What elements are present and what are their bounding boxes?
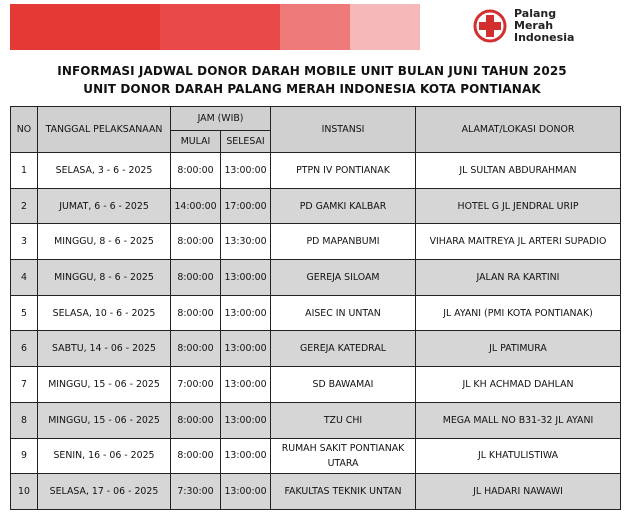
cell-start: 8:00:00 <box>171 224 221 260</box>
pmi-logo <box>470 6 574 46</box>
cell-location: HOTEL G JL JENDRAL URIP <box>416 188 621 224</box>
cell-no: 9 <box>11 438 38 474</box>
cell-start: 8:00:00 <box>171 438 221 474</box>
red-cross-icon <box>470 6 510 46</box>
cell-end: 13:00:00 <box>221 367 271 403</box>
cell-no: 2 <box>11 188 38 224</box>
cell-no: 10 <box>11 474 38 510</box>
schedule-table <box>10 106 621 510</box>
band-segment <box>10 4 160 50</box>
col-header-institution: INSTANSI <box>271 107 416 153</box>
cell-date: MINGGU, 15 - 06 - 2025 <box>38 367 171 403</box>
cell-end: 13:00:00 <box>221 331 271 367</box>
cell-no: 8 <box>11 402 38 438</box>
cell-start: 8:00:00 <box>171 260 221 296</box>
band-segment <box>160 4 280 50</box>
cell-start: 8:00:00 <box>171 331 221 367</box>
cell-location: MEGA MALL NO B31-32 JL AYANI <box>416 402 621 438</box>
cell-location: JL KHATULISTIWA <box>416 438 621 474</box>
table-row <box>11 295 621 331</box>
cell-institution: PD MAPANBUMI <box>271 224 416 260</box>
table-row <box>11 438 621 474</box>
table-row <box>11 331 621 367</box>
table-row <box>11 367 621 403</box>
logo-line-1: Palang <box>514 7 557 20</box>
cell-no: 3 <box>11 224 38 260</box>
cell-end: 13:00:00 <box>221 260 271 296</box>
cell-location: JALAN RA KARTINI <box>416 260 621 296</box>
cell-institution: GEREJA KATEDRAL <box>271 331 416 367</box>
page-title <box>0 62 624 98</box>
cell-no: 4 <box>11 260 38 296</box>
cell-institution: PD GAMKI KALBAR <box>271 188 416 224</box>
cell-institution: TZU CHI <box>271 402 416 438</box>
cell-location: JL SULTAN ABDURAHMAN <box>416 153 621 189</box>
cell-date: SELASA, 17 - 06 - 2025 <box>38 474 171 510</box>
cell-institution: PTPN IV PONTIANAK <box>271 153 416 189</box>
cell-end: 17:00:00 <box>221 188 271 224</box>
table-row <box>11 188 621 224</box>
cell-date: MINGGU, 8 - 6 - 2025 <box>38 224 171 260</box>
cell-start: 7:00:00 <box>171 367 221 403</box>
cell-no: 6 <box>11 331 38 367</box>
cell-date: SELASA, 10 - 6 - 2025 <box>38 295 171 331</box>
cell-institution: SD BAWAMAI <box>271 367 416 403</box>
title-line-1: INFORMASI JADWAL DONOR DARAH MOBILE UNIT BULAN JUNI TAHUN 2025 <box>57 64 567 78</box>
cell-no: 7 <box>11 367 38 403</box>
cell-end: 13:00:00 <box>221 438 271 474</box>
cell-end: 13:00:00 <box>221 402 271 438</box>
cell-end: 13:00:00 <box>221 474 271 510</box>
cell-end: 13:00:00 <box>221 295 271 331</box>
table-row <box>11 402 621 438</box>
cell-end: 13:30:00 <box>221 224 271 260</box>
cell-start: 8:00:00 <box>171 153 221 189</box>
col-header-date: TANGGAL PELAKSANAAN <box>38 107 171 153</box>
band-segment <box>280 4 350 50</box>
table-row <box>11 153 621 189</box>
cell-start: 14:00:00 <box>171 188 221 224</box>
cell-location: VIHARA MAITREYA JL ARTERI SUPADIO <box>416 224 621 260</box>
cell-no: 5 <box>11 295 38 331</box>
col-header-start: MULAI <box>171 131 221 153</box>
table-row <box>11 474 621 510</box>
cell-location: JL PATIMURA <box>416 331 621 367</box>
cell-location: JL HADARI NAWAWI <box>416 474 621 510</box>
col-header-time-group: JAM (WIB) <box>171 107 271 131</box>
cell-institution: AISEC IN UNTAN <box>271 295 416 331</box>
col-header-no: NO <box>11 107 38 153</box>
cell-institution: RUMAH SAKIT PONTIANAK UTARA <box>271 438 416 474</box>
cell-end: 13:00:00 <box>221 153 271 189</box>
cell-location: JL AYANI (PMI KOTA PONTIANAK) <box>416 295 621 331</box>
table-row <box>11 224 621 260</box>
band-segment <box>350 4 420 50</box>
cell-start: 7:30:00 <box>171 474 221 510</box>
cell-date: JUMAT, 6 - 6 - 2025 <box>38 188 171 224</box>
cell-date: SENIN, 16 - 06 - 2025 <box>38 438 171 474</box>
col-header-end: SELESAI <box>221 131 271 153</box>
cell-start: 8:00:00 <box>171 402 221 438</box>
cell-date: SELASA, 3 - 6 - 2025 <box>38 153 171 189</box>
cell-institution: GEREJA SILOAM <box>271 260 416 296</box>
logo-wordmark <box>514 8 574 44</box>
cell-no: 1 <box>11 153 38 189</box>
cell-start: 8:00:00 <box>171 295 221 331</box>
cell-date: SABTU, 14 - 06 - 2025 <box>38 331 171 367</box>
cell-date: MINGGU, 15 - 06 - 2025 <box>38 402 171 438</box>
cell-date: MINGGU, 8 - 6 - 2025 <box>38 260 171 296</box>
cell-location: JL KH ACHMAD DAHLAN <box>416 367 621 403</box>
header-color-band <box>10 4 450 50</box>
cell-institution: FAKULTAS TEKNIK UNTAN <box>271 474 416 510</box>
logo-line-2: Merah <box>514 19 554 32</box>
title-line-2: UNIT DONOR DARAH PALANG MERAH INDONESIA KOTA PONTIANAK <box>83 82 541 96</box>
logo-line-3: Indonesia <box>514 31 575 44</box>
col-header-location: ALAMAT/LOKASI DONOR <box>416 107 621 153</box>
table-row <box>11 260 621 296</box>
